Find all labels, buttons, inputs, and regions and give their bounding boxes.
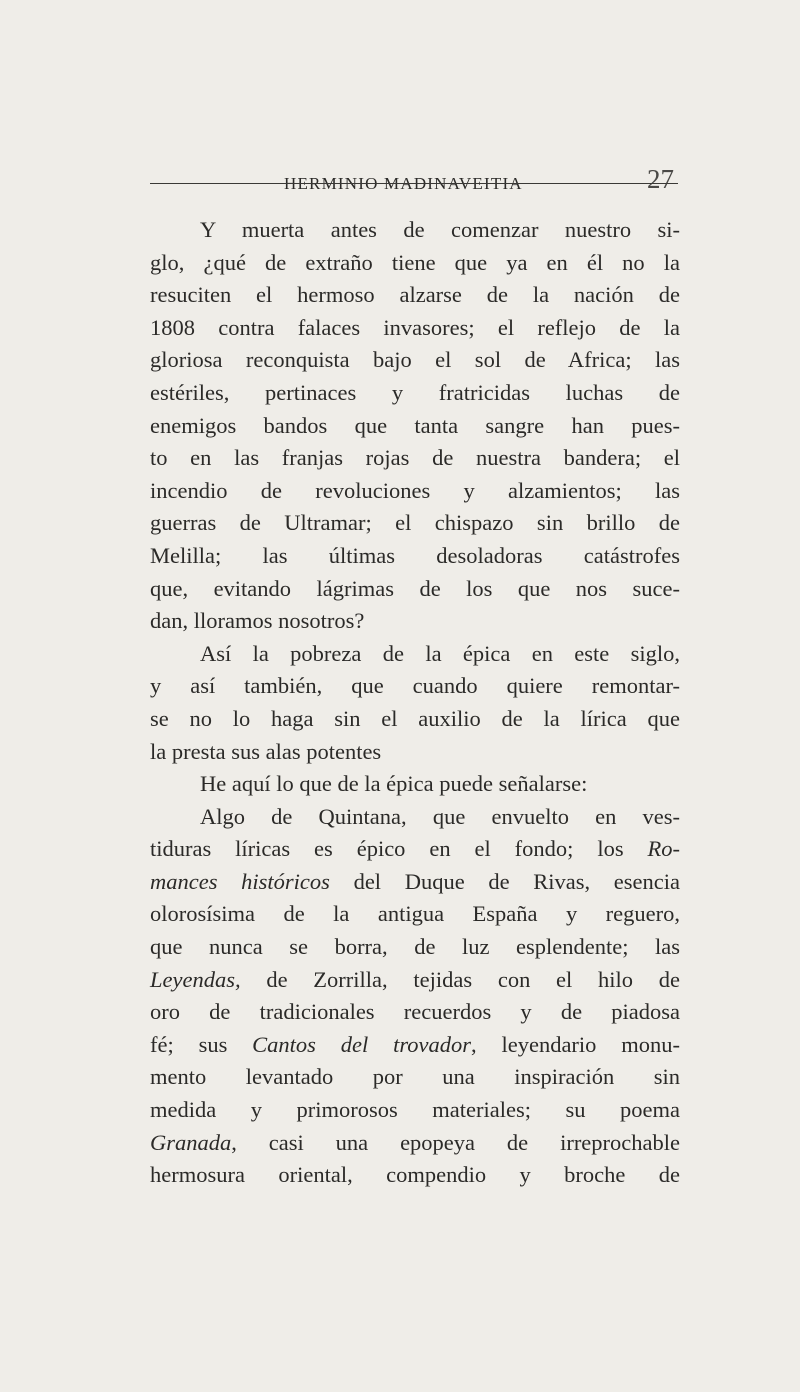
text-line	[150, 898, 680, 931]
text-line	[150, 214, 680, 247]
text-line	[150, 1094, 680, 1127]
text-fragment: to en las franjas rojas de nuestra bandera; el	[150, 445, 680, 471]
text-line	[150, 507, 680, 540]
text-fragment: He aquí lo que de la épica puede señalarse:	[200, 771, 588, 797]
text-line	[150, 670, 680, 703]
text-fragment: la presta sus alas potentes	[150, 738, 382, 764]
text-fragment: Y muerta antes de comenzar nuestro si-	[200, 217, 680, 242]
text-line	[150, 442, 680, 475]
text-line	[150, 279, 680, 312]
text-line	[150, 573, 680, 606]
text-line	[150, 1159, 680, 1192]
text-line	[150, 931, 680, 964]
text-fragment: resuciten el hermoso alzarse de la nación de	[150, 282, 680, 308]
italic-title: Cantos del trovador	[252, 1031, 472, 1057]
text-line	[150, 638, 680, 671]
italic-title: mances históricos	[150, 868, 330, 894]
text-line	[150, 312, 680, 345]
text-fragment: hermosura oriental, compendio y broche de	[150, 1162, 680, 1188]
italic-title: Granada	[150, 1129, 232, 1155]
text-fragment: mento levantado por una inspiración sin	[150, 1064, 680, 1090]
text-fragment: tiduras líricas es épico en el fondo; los	[150, 836, 648, 862]
text-line	[150, 1127, 680, 1160]
body-text	[150, 214, 680, 1192]
text-line	[150, 377, 680, 410]
text-line	[150, 768, 680, 801]
text-fragment: que, evitando lágrimas de los que nos suce-	[150, 575, 680, 601]
text-fragment: oro de tradicionales recuerdos y de piadosa	[150, 999, 680, 1025]
text-fragment: de Zorrilla, tejidas con el hilo de	[240, 966, 680, 992]
text-fragment: fé; sus	[150, 1031, 253, 1057]
header-rule	[150, 183, 678, 184]
text-line	[150, 247, 680, 280]
text-fragment: Melilla; las últimas desoladoras catástrofes	[150, 542, 680, 568]
text-fragment: , leyendario monu-	[471, 1031, 681, 1057]
text-fragment: que nunca se borra, de luz esplendente; las	[150, 934, 680, 960]
text-line	[150, 996, 680, 1029]
text-line	[150, 801, 680, 834]
text-fragment: y así también, que cuando quiere remontar-	[150, 673, 680, 699]
text-line	[150, 964, 680, 997]
text-line	[150, 410, 680, 443]
text-fragment: estériles, pertinaces y fratricidas luchas de	[150, 379, 680, 405]
text-fragment: incendio de revoluciones y alzamientos; las	[150, 477, 680, 503]
text-fragment: glo, ¿qué de extraño tiene que ya en él no la	[150, 249, 680, 275]
text-line	[150, 833, 680, 866]
text-fragment: se no lo haga sin el auxilio de la lírica que	[150, 705, 680, 731]
text-line	[150, 866, 680, 899]
text-fragment: medida y primorosos materiales; su poema	[150, 1097, 680, 1123]
text-line	[150, 605, 680, 638]
text-line	[150, 703, 680, 736]
text-fragment: dan, lloramos nosotros?	[150, 608, 365, 634]
text-line	[150, 1061, 680, 1094]
text-line	[150, 736, 680, 769]
running-head: HERMINIO MADINAVEITIA	[284, 174, 523, 193]
italic-title: Leyendas,	[150, 966, 241, 992]
text-fragment: Así la pobreza de la épica en este siglo,	[200, 640, 680, 666]
text-fragment: Algo de Quintana, que envuelto en ves-	[200, 803, 680, 829]
text-line	[150, 475, 680, 508]
text-fragment: guerras de Ultramar; el chispazo sin brillo de	[150, 510, 680, 536]
page-number: 27	[647, 164, 674, 194]
text-fragment: olorosísima de la antigua España y reguero,	[150, 901, 680, 927]
italic-title: Ro-	[647, 836, 680, 862]
text-fragment: gloriosa reconquista bajo el sol de Africa; las	[150, 347, 680, 373]
text-line	[150, 540, 680, 573]
text-line	[150, 344, 680, 377]
text-fragment: 1808 contra falaces invasores; el reflejo de la	[150, 314, 680, 340]
text-line	[150, 1029, 680, 1062]
text-fragment: enemigos bandos que tanta sangre han pues-	[150, 412, 680, 438]
text-fragment: , casi una epopeya de irreprochable	[231, 1129, 680, 1155]
text-fragment: del Duque de Rivas, esencia	[329, 868, 680, 894]
